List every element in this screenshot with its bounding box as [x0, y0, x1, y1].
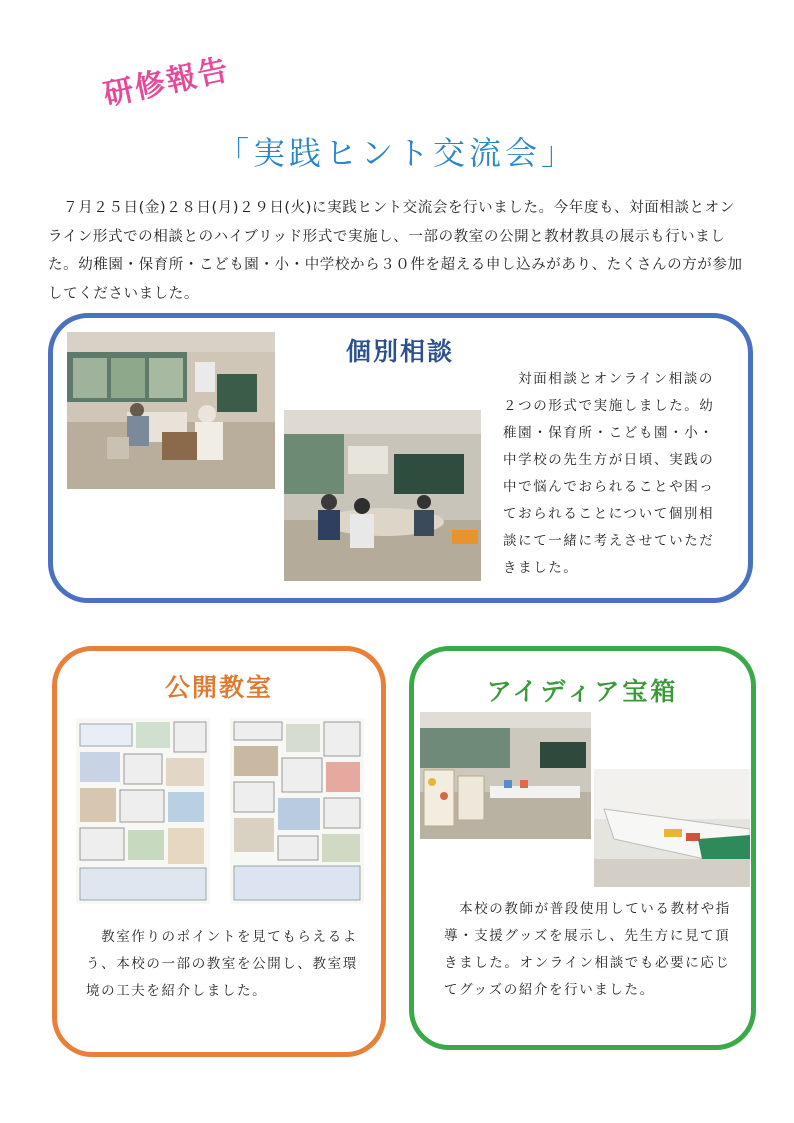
ideas-photo-1: [420, 712, 591, 839]
consult-description: 対面相談とオンライン相談の２つの形式で実施しました。幼稚園・保育所・こども園・小・中学校の先生方が日頃、実践の中で悩んでおられることや困っておられることについて個別相談にて一緒に考えさせていただきました。: [503, 371, 715, 576]
intro-paragraph: ７月２５日(金)２８日(月)２９日(火)に実践ヒント交流会を行いました。今年度も、対面相談とオンライン形式での相談とのハイブリッド形式で実施し、一部の教室の公開と教材教具の展示も行いました。幼稚園・保育所・こども園・小・中学校から３０件を超える申し込みがあり、たくさんの方が参加してくださいました。: [48, 200, 743, 302]
ideas-description: 本校の教師が普段使用している教材や指導・支援グッズを展示し、先生方に見て頂きました。オンライン相談でも必要に応じてグッズの紹介を行いました。: [444, 901, 731, 998]
ideas-heading: アイディア宝箱: [486, 677, 679, 706]
ideas-photo-2: [594, 769, 750, 887]
classroom-description: 教室作りのポイントを見てもらえるよう、本校の一部の教室を公開し、教室環境の工夫を紹介しました。: [86, 929, 358, 999]
page-title: 「実践ヒント交流会」: [216, 134, 577, 172]
report-label: 研修報告: [100, 52, 233, 114]
classroom-heading: 公開教室: [164, 673, 273, 702]
classroom-poster-1: [76, 718, 210, 904]
consult-photo-1: [67, 332, 275, 489]
consult-heading: 個別相談: [346, 337, 455, 366]
classroom-poster-2: [230, 718, 364, 904]
consult-photo-2: [284, 410, 481, 581]
